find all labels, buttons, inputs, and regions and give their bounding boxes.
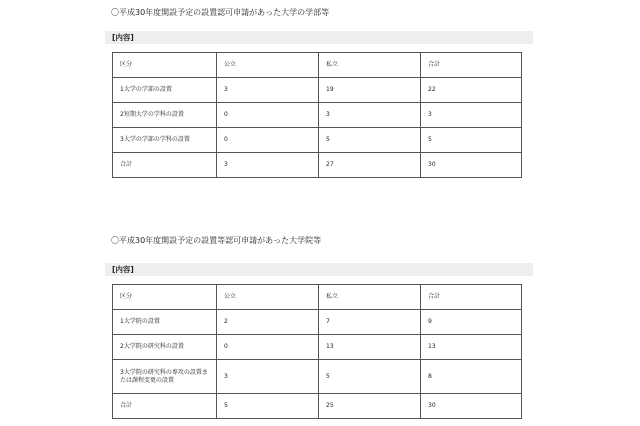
cell-total: 9 (421, 310, 522, 335)
cell-total: 30 (421, 394, 522, 419)
cell-public: 3 (217, 78, 319, 103)
cell-public: 5 (217, 394, 319, 419)
row-label: 2大学院の研究科の設置 (113, 335, 217, 360)
header-cell-total: 合計 (421, 53, 522, 78)
cell-public: 0 (217, 335, 319, 360)
cell-public: 3 (217, 153, 319, 178)
graduate-table (112, 284, 522, 419)
table-row (113, 128, 522, 153)
subheading-label: [内容] (112, 265, 134, 274)
table-row (113, 310, 522, 335)
cell-public: 2 (217, 310, 319, 335)
cell-private: 5 (319, 360, 421, 394)
table-row (113, 103, 522, 128)
cell-private: 7 (319, 310, 421, 335)
cell-private: 5 (319, 128, 421, 153)
header-cell-private: 私立 (319, 285, 421, 310)
header-cell-total: 合計 (421, 285, 522, 310)
cell-public: 0 (217, 103, 319, 128)
row-label: 合計 (113, 153, 217, 178)
cell-total: 22 (421, 78, 522, 103)
header-cell-public: 公立 (217, 53, 319, 78)
table-header-row (113, 285, 522, 310)
row-label: 合計 (113, 394, 217, 419)
subheading-bar (105, 31, 533, 44)
cell-private: 25 (319, 394, 421, 419)
cell-private: 19 (319, 78, 421, 103)
cell-private: 3 (319, 103, 421, 128)
table-row (113, 360, 522, 394)
section-title: 〇平成30年度開設予定の設置認可申請があった大学の学部等 (111, 8, 330, 17)
cell-total: 3 (421, 103, 522, 128)
section-title: 〇平成30年度開設予定の設置等認可申請があった大学院等 (111, 236, 322, 245)
table-row-total (113, 394, 522, 419)
table-row (113, 335, 522, 360)
header-cell-private: 私立 (319, 53, 421, 78)
table-row (113, 78, 522, 103)
header-cell-category: 区分 (113, 285, 217, 310)
cell-public: 3 (217, 360, 319, 394)
cell-private: 27 (319, 153, 421, 178)
row-label: 2短期大学の学科の設置 (113, 103, 217, 128)
row-label: 3大学の学部の学科の設置 (113, 128, 217, 153)
table-header-row (113, 53, 522, 78)
cell-public: 0 (217, 128, 319, 153)
row-label: 1大学院の設置 (113, 310, 217, 335)
undergraduate-table (112, 52, 522, 178)
subheading-label: [内容] (112, 33, 134, 42)
header-cell-category: 区分 (113, 53, 217, 78)
cell-total: 8 (421, 360, 522, 394)
table-row-total (113, 153, 522, 178)
subheading-bar (105, 263, 533, 276)
cell-private: 13 (319, 335, 421, 360)
cell-total: 13 (421, 335, 522, 360)
header-cell-public: 公立 (217, 285, 319, 310)
cell-total: 5 (421, 128, 522, 153)
row-label: 1大学の学部の設置 (113, 78, 217, 103)
cell-total: 30 (421, 153, 522, 178)
row-label: 3大学院の研究科の専攻の設置または課程変更の設置 (113, 360, 217, 394)
